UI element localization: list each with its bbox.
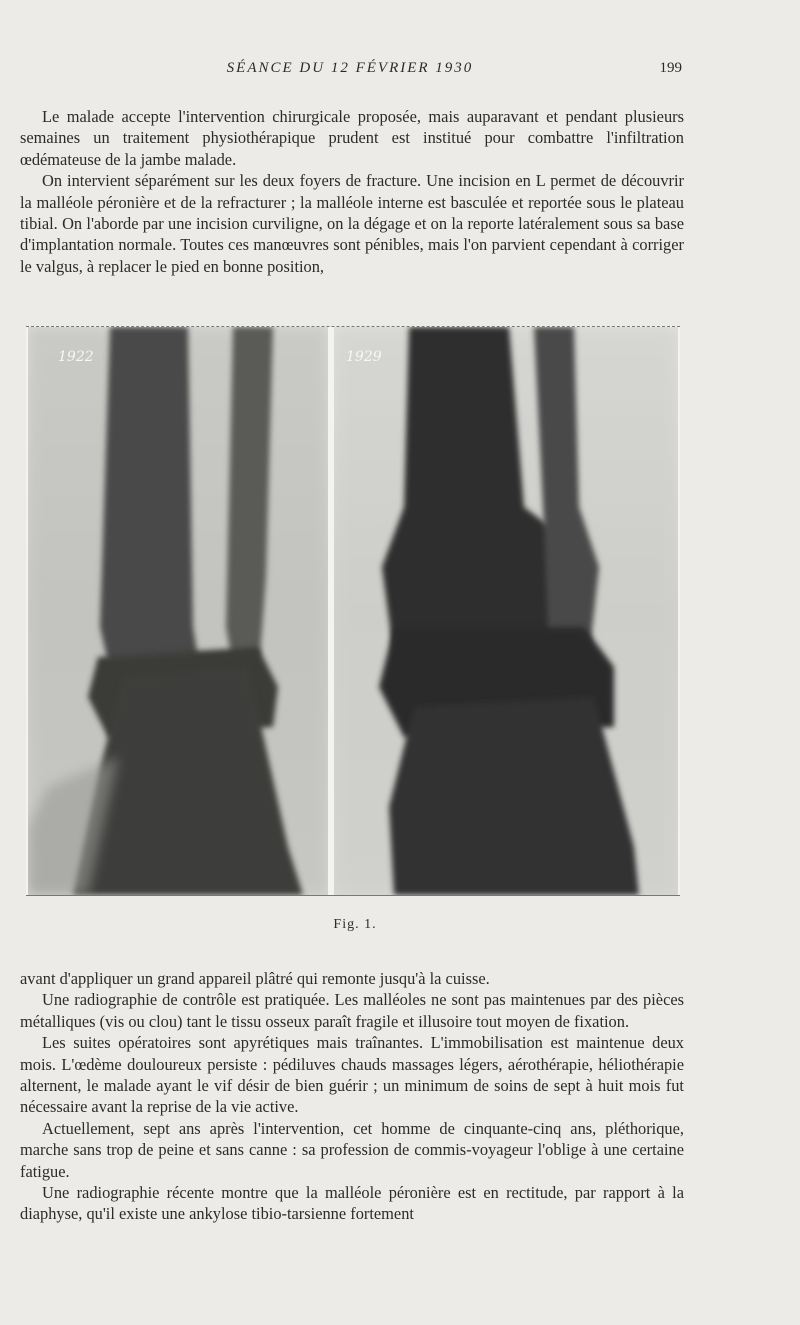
body-text-top xyxy=(20,106,684,277)
page-number: 199 xyxy=(659,60,682,76)
figure-radiographs xyxy=(26,326,680,896)
running-title: SÉANCE DU 12 FÉVRIER 1930 xyxy=(226,60,474,76)
paragraph: On intervient séparément sur les deux foyers de fracture. Une incision en L permet de découvrir la malléole péronière et de la refracturer ; la malléole interne est basculée et reportée sous le plateau tibial. On l'aborde par une incision curviligne, on la dégage et on la reporte latéralement sous sa base d'implantation normale. Toutes ces manœuvres sont pénibles, mais l'on parvient cependant à corriger le valgus, à replacer le pied en bonne position, xyxy=(20,171,684,276)
paragraph: Les suites opératoires sont apyrétiques mais traînantes. L'immobilisation est maintenue deux mois. L'œdème douloureux persiste : pédiluves chauds massages légers, aérothérapie, héliothérapie alternent, le malade ayant le vif désir de bien guérir ; un minimum de soins de sept à huit mois fut nécessaire avant la reprise de la vie active. xyxy=(20,1033,684,1117)
paragraph: Le malade accepte l'intervention chirurgicale proposée, mais auparavant et pendant plusieurs semaines un traitement physiothérapique prudent est institué pour combattre l'infiltration œdémateuse de la jambe malade. xyxy=(20,107,684,169)
paragraph: Une radiographie de contrôle est pratiquée. Les malléoles ne sont pas maintenues par des pièces métalliques (vis ou clou) tant le tissu osseux paraît fragile et illusoire tout moyen de fixation. xyxy=(20,990,684,1031)
paragraph: Une radiographie récente montre que la malléole péronière est en rectitude, par rapport à la diaphyse, qu'il existe une ankylose tibio-tarsienne fortement xyxy=(20,1183,684,1224)
paragraph: Actuellement, sept ans après l'intervention, cet homme de cinquante-cinq ans, pléthorique, marche sans trop de peine et sans canne : sa profession de commis-voyageur l'oblige à une certaine fatigue. xyxy=(20,1118,684,1181)
radiograph-1922 xyxy=(28,327,328,895)
radiograph-1929-image xyxy=(334,327,678,895)
running-head xyxy=(0,60,800,84)
radiograph-year-label: 1929 xyxy=(346,349,382,365)
radiograph-year-label: 1922 xyxy=(58,349,94,365)
radiograph-1922-image xyxy=(28,327,328,895)
figure-caption: Fig. 1. xyxy=(333,917,377,932)
body-text-bottom xyxy=(20,968,684,1225)
paragraph: avant d'appliquer un grand appareil plâtré qui remonte jusqu'à la cuisse. xyxy=(20,969,490,988)
radiograph-1929 xyxy=(334,327,678,895)
